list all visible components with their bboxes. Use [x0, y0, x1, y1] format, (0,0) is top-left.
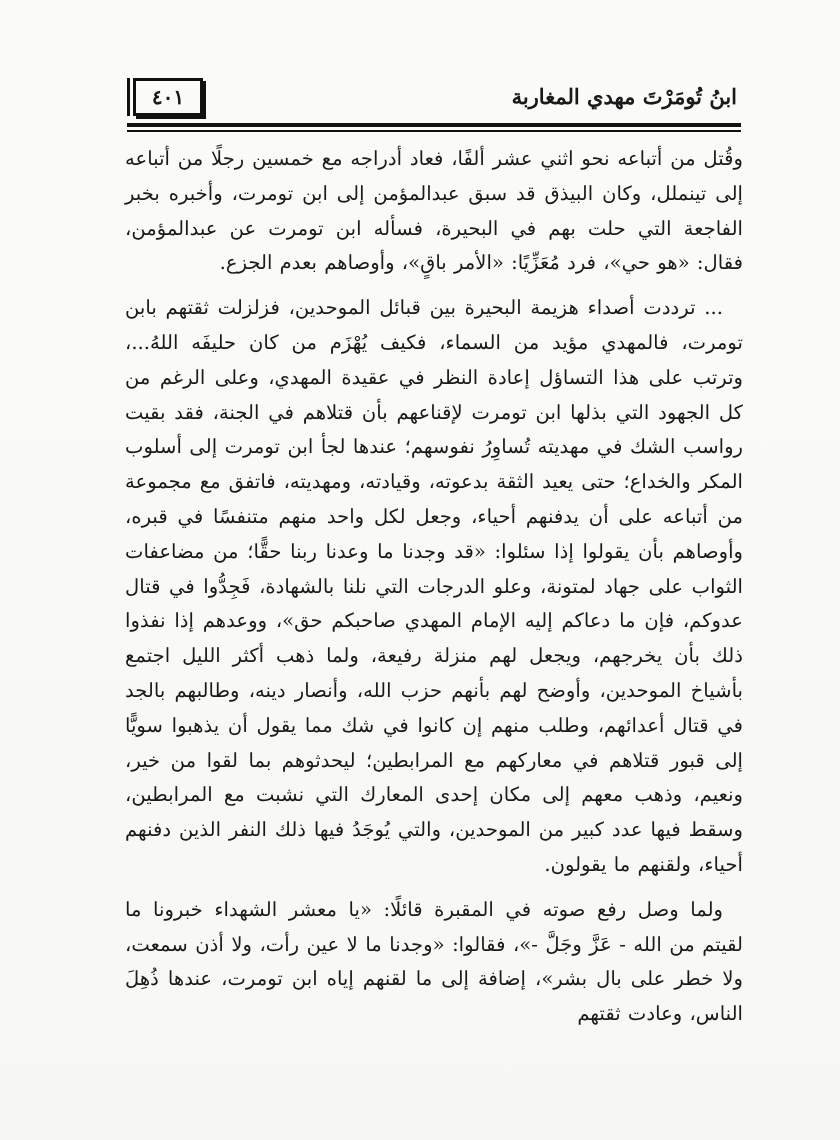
page-header	[127, 74, 739, 124]
header-rule-thin	[127, 130, 741, 132]
paragraph: ... ترددت أصداء هزيمة البحيرة بين قبائل الموحدين، فزلزلت ثقتهم بابن تومرت، فالمهدي مؤيد من السماء، فكيف يُهْزَم من كان حليفَه اللهُ...، وترتب على هذا التساؤل إعادة النظر في عقيدة المهدي، وعلى الرغم من كل الجهود التي بذلها ابن تومرت لإقناعهم بأن قتلاهم في الجنة، فقد بقيت رواسب الشك في مهديته تُساوِرُ نفوسهم؛ عندها لجأ ابن تومرت إلى أسلوب المكر والخداع؛ حتى يعيد الثقة بدعوته، وقيادته، ومهديته، فاتفق مع مجموعة من أتباعه على أن يدفنهم أحياء، وجعل لكل واحد منهم متنفسًا في قبره، وأوصاهم بأن يقولوا إذا سئلوا: «قد وجدنا ما وعدنا ربنا حقًّا؛ من مضاعفات الثواب على جهاد لمتونة، وعلو الدرجات التي نلنا بالشهادة، فَجِدُّوا في قتال عدوكم، فإن ما دعاكم إليه الإمام المهدي صاحبكم حق»، ووعدهم إذا نفذوا ذلك بأن يخرجهم، ويجعل لهم منزلة رفيعة، ولما ذهب أكثر الليل اجتمع بأشياخ الموحدين، وأوضح لهم بأنهم حزب الله، وأنصار دينه، وطالبهم بالجد في قتال أعدائهم، وطلب منهم إن كانوا في شك مما يقول أن يذهبوا سويًّا إلى قبور قتلاهم في معاركهم مع المرابطين؛ ليحدثوهم بما لقوا من خير، ونعيم، وذهب معهم إلى مكان إحدى المعارك التي نشبت مع المرابطين، وسقط فيها عدد كبير من الموحدين، والتي يُوجَدُ فيها ذلك النفر الذين دفنهم أحياء، ولقنهم ما يقولون.	[125, 296, 743, 876]
header-rule-thick	[127, 123, 741, 127]
page-number-box	[133, 78, 203, 116]
body-text	[125, 142, 743, 1032]
paragraph: وقُتل من أتباعه نحو اثني عشر ألفًا، فعاد أدراجه مع خمسين رجلًا من أتباعه إلى تينملل، وكان البيذق قد سبق عبدالمؤمن إلى ابن تومرت، وأخبره بخبر الفاجعة التي حلت بهم في البحيرة، فسأله ابن تومرت عن عبدالمؤمن، فقال: «هو حي»، فرد مُعَزِّيًا: «الأمر باقٍ»، وأوصاهم بعدم الجزع.	[125, 147, 743, 275]
paragraph: ولما وصل رفع صوته في المقبرة قائلًا: «يا معشر الشهداء خبرونا ما لقيتم من الله - عَزَّ وجَلَّ -»، فقالوا: «وجدنا ما لا عين رأت، ولا أذن سمعت، ولا خطر على بال بشر»، إضافة إلى ما لقنهم إياه ابن تومرت، عندها ذُهِلَ الناس، وعادت ثقتهم	[125, 897, 743, 1026]
page-number: ٤٠١	[151, 85, 185, 109]
running-title: ابنُ تُومَرْتَ مهدي المغاربة	[511, 84, 737, 109]
